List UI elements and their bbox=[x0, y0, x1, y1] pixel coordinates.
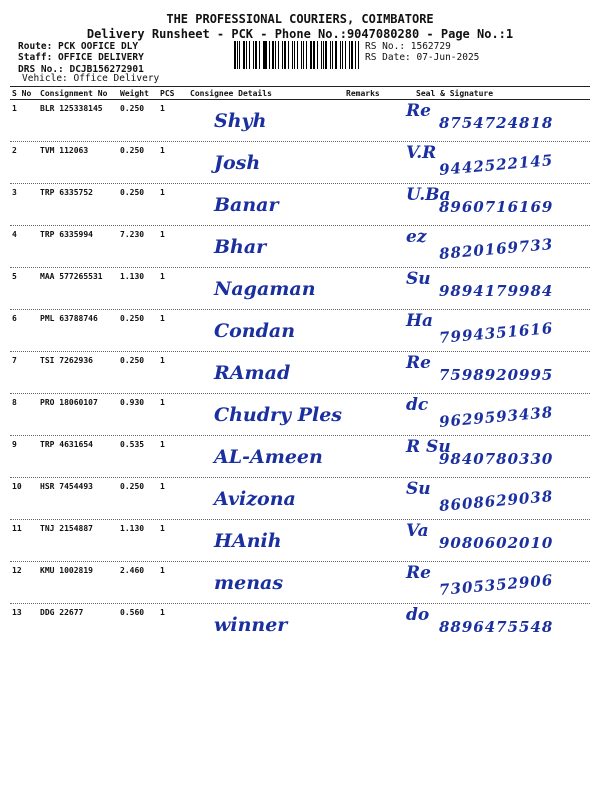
row-weight: 1.130 bbox=[120, 272, 145, 281]
row-seal bbox=[401, 268, 590, 309]
seal-signature: dc bbox=[406, 395, 429, 415]
seal-signature: R Su bbox=[406, 437, 451, 457]
row-seal bbox=[401, 352, 590, 393]
row-pcs: 1 bbox=[160, 356, 165, 365]
row-seal bbox=[401, 226, 590, 267]
seal-phone-number: 8896475548 bbox=[439, 618, 554, 636]
table-row bbox=[10, 183, 590, 225]
row-pcs: 1 bbox=[160, 398, 165, 407]
row-consignee bbox=[190, 478, 346, 519]
seal-signature: Ha bbox=[406, 311, 434, 331]
row-weight: 2.460 bbox=[120, 566, 145, 575]
col-seal: Seal & Signature bbox=[416, 89, 494, 98]
row-consignment: DDG 22677 bbox=[40, 608, 84, 617]
row-seal bbox=[401, 604, 590, 645]
staff-label: Staff: OFFICE DELIVERY bbox=[18, 52, 144, 63]
barcode-bar bbox=[358, 41, 359, 69]
row-consignee bbox=[190, 226, 346, 267]
row-consignment: MAA 577265531 bbox=[40, 272, 103, 281]
table-header bbox=[10, 88, 590, 99]
row-sno: 3 bbox=[12, 188, 17, 197]
row-sno: 11 bbox=[12, 524, 22, 533]
row-pcs: 1 bbox=[160, 272, 165, 281]
barcode-bar bbox=[342, 41, 343, 69]
runsheet-subtitle: Delivery Runsheet - PCK - Phone No.:9047080280 - Page No.:1 bbox=[86, 27, 514, 41]
barcode-bar bbox=[292, 41, 293, 69]
barcode-bar bbox=[255, 41, 257, 69]
row-consignment: TVM 112063 bbox=[40, 146, 89, 155]
row-remarks bbox=[346, 268, 401, 309]
table-row bbox=[10, 435, 590, 477]
barcode-bar bbox=[282, 41, 284, 69]
row-seal bbox=[401, 436, 590, 477]
seal-phone-number: 7994351616 bbox=[438, 319, 554, 347]
seal-signature: Re bbox=[406, 101, 431, 121]
row-remarks bbox=[346, 478, 401, 519]
row-weight: 7.230 bbox=[120, 230, 145, 239]
barcode-bar bbox=[284, 41, 286, 69]
table-row bbox=[10, 477, 590, 519]
row-consignment: TRP 6335752 bbox=[40, 188, 93, 197]
table-row bbox=[10, 225, 590, 267]
barcode-bar bbox=[237, 41, 238, 69]
row-sno: 2 bbox=[12, 146, 17, 155]
consignee-signature: HAnih bbox=[214, 530, 282, 552]
table-row bbox=[10, 393, 590, 435]
barcode-bar bbox=[330, 41, 332, 69]
seal-phone-number: 8754724818 bbox=[439, 114, 554, 132]
row-seal bbox=[401, 310, 590, 351]
company-title: THE PROFESSIONAL COURIERS, COIMBATORE bbox=[166, 12, 434, 26]
barcode-bar bbox=[313, 41, 315, 69]
barcode-bar bbox=[249, 41, 250, 69]
row-seal bbox=[401, 478, 590, 519]
row-remarks bbox=[346, 394, 401, 435]
barcode-bar bbox=[243, 41, 245, 69]
row-sno: 12 bbox=[12, 566, 22, 575]
consignee-signature: AL-Ameen bbox=[214, 446, 323, 468]
row-weight: 0.535 bbox=[120, 440, 145, 449]
row-seal bbox=[401, 520, 590, 561]
barcode-bar bbox=[332, 41, 333, 69]
row-seal bbox=[401, 100, 590, 141]
header-divider-top bbox=[10, 86, 590, 87]
barcode-bar bbox=[269, 41, 270, 69]
row-remarks bbox=[346, 142, 401, 183]
vehicle-label: Vehicle: Office Delivery bbox=[22, 73, 160, 84]
row-weight: 0.250 bbox=[120, 356, 145, 365]
col-pcs: PCS bbox=[160, 89, 175, 98]
barcode-bar bbox=[317, 41, 318, 69]
col-consignment: Consignment No bbox=[40, 89, 108, 98]
barcode-bar bbox=[246, 41, 247, 69]
row-consignee bbox=[190, 394, 346, 435]
table-row bbox=[10, 141, 590, 183]
barcode-bar bbox=[239, 41, 240, 69]
barcode-bar bbox=[278, 41, 279, 69]
row-consignee bbox=[190, 100, 346, 141]
row-consignee bbox=[190, 142, 346, 183]
barcode-bar bbox=[335, 41, 337, 69]
row-pcs: 1 bbox=[160, 608, 165, 617]
row-sno: 4 bbox=[12, 230, 17, 239]
table-row bbox=[10, 561, 590, 603]
row-consignee bbox=[190, 604, 346, 645]
row-weight: 0.250 bbox=[120, 188, 145, 197]
barcode-bar bbox=[321, 41, 322, 69]
row-pcs: 1 bbox=[160, 566, 165, 575]
seal-phone-number: 9894179984 bbox=[439, 282, 554, 300]
row-remarks bbox=[346, 226, 401, 267]
row-sno: 9 bbox=[12, 440, 17, 449]
barcode-bar bbox=[303, 41, 305, 69]
seal-phone-number: 7598920995 bbox=[439, 366, 554, 384]
row-weight: 0.250 bbox=[120, 146, 145, 155]
row-consignment: TRP 6335994 bbox=[40, 230, 93, 239]
barcode-bar bbox=[234, 41, 236, 69]
drs-number: DRS No.: DCJB156272901 bbox=[18, 64, 144, 75]
consignee-signature: Bhar bbox=[214, 236, 267, 258]
consignee-signature: winner bbox=[214, 614, 288, 636]
row-consignment: HSR 7454493 bbox=[40, 482, 93, 491]
row-pcs: 1 bbox=[160, 482, 165, 491]
seal-signature: do bbox=[406, 605, 430, 625]
row-sno: 1 bbox=[12, 104, 17, 113]
row-sno: 13 bbox=[12, 608, 22, 617]
barcode bbox=[234, 41, 360, 69]
row-remarks bbox=[346, 436, 401, 477]
table-row bbox=[10, 267, 590, 309]
row-remarks bbox=[346, 310, 401, 351]
row-remarks bbox=[346, 520, 401, 561]
row-seal bbox=[401, 184, 590, 225]
consignee-signature: Condan bbox=[214, 320, 296, 342]
row-pcs: 1 bbox=[160, 524, 165, 533]
table-row bbox=[10, 100, 590, 141]
seal-signature: Su bbox=[406, 269, 431, 289]
row-consignee bbox=[190, 352, 346, 393]
row-pcs: 1 bbox=[160, 104, 165, 113]
row-seal bbox=[401, 394, 590, 435]
table-row bbox=[10, 519, 590, 561]
barcode-bar bbox=[351, 41, 353, 69]
row-weight: 0.250 bbox=[120, 314, 145, 323]
consignee-signature: Josh bbox=[214, 152, 261, 174]
row-pcs: 1 bbox=[160, 230, 165, 239]
route-label: Route: PCK OOFICE DLY bbox=[18, 41, 139, 52]
seal-phone-number: 8820169733 bbox=[438, 235, 554, 263]
barcode-bar bbox=[259, 41, 260, 69]
barcode-bar bbox=[325, 41, 327, 69]
barcode-bar bbox=[264, 41, 266, 69]
row-weight: 0.250 bbox=[120, 104, 145, 113]
barcode-bar bbox=[297, 41, 298, 69]
barcode-bar bbox=[294, 41, 296, 69]
row-consignment: PML 63788746 bbox=[40, 314, 98, 323]
seal-signature: Re bbox=[406, 563, 431, 583]
runsheet-table bbox=[10, 88, 590, 645]
consignee-signature: Nagaman bbox=[214, 278, 316, 300]
row-consignment: PRO 18060107 bbox=[40, 398, 98, 407]
row-consignment: TSI 7262936 bbox=[40, 356, 93, 365]
barcode-bar bbox=[288, 41, 289, 69]
seal-signature: V.R bbox=[406, 143, 437, 163]
seal-signature: Su bbox=[406, 479, 431, 499]
row-weight: 0.250 bbox=[120, 482, 145, 491]
row-consignee bbox=[190, 310, 346, 351]
col-remarks: Remarks bbox=[346, 89, 380, 98]
table-row bbox=[10, 603, 590, 645]
barcode-bar bbox=[310, 41, 312, 69]
row-pcs: 1 bbox=[160, 314, 165, 323]
row-weight: 1.130 bbox=[120, 524, 145, 533]
barcode-bar bbox=[323, 41, 324, 69]
rs-date: RS Date: 07-Jun-2025 bbox=[365, 52, 480, 63]
seal-signature: Re bbox=[406, 353, 431, 373]
row-consignment: KMU 1002819 bbox=[40, 566, 93, 575]
barcode-bar bbox=[272, 41, 274, 69]
row-consignee bbox=[190, 520, 346, 561]
barcode-bar bbox=[306, 41, 307, 69]
consignee-signature: RAmad bbox=[214, 362, 291, 384]
row-remarks bbox=[346, 100, 401, 141]
row-sno: 8 bbox=[12, 398, 17, 407]
col-weight: Weight bbox=[120, 89, 149, 98]
barcode-bar bbox=[301, 41, 302, 69]
seal-signature: Va bbox=[406, 521, 429, 541]
row-remarks bbox=[346, 184, 401, 225]
seal-phone-number: 7305352906 bbox=[438, 571, 554, 599]
table-row bbox=[10, 309, 590, 351]
row-weight: 0.560 bbox=[120, 608, 145, 617]
row-pcs: 1 bbox=[160, 188, 165, 197]
row-consignment: BLR 125338145 bbox=[40, 104, 103, 113]
row-sno: 10 bbox=[12, 482, 22, 491]
row-weight: 0.930 bbox=[120, 398, 145, 407]
barcode-bar bbox=[263, 41, 264, 69]
barcode-bar bbox=[275, 41, 276, 69]
row-sno: 5 bbox=[12, 272, 17, 281]
row-consignment: TRP 4631654 bbox=[40, 440, 93, 449]
seal-phone-number: 8608629038 bbox=[438, 487, 554, 515]
table-row bbox=[10, 351, 590, 393]
consignee-signature: menas bbox=[214, 572, 284, 594]
consignee-signature: Banar bbox=[214, 194, 279, 216]
row-remarks bbox=[346, 352, 401, 393]
seal-signature: ez bbox=[406, 227, 427, 247]
table-body bbox=[10, 100, 590, 645]
row-sno: 7 bbox=[12, 356, 17, 365]
row-pcs: 1 bbox=[160, 440, 165, 449]
row-seal bbox=[401, 562, 590, 603]
row-consignee bbox=[190, 562, 346, 603]
row-consignee bbox=[190, 268, 346, 309]
barcode-bar bbox=[345, 41, 347, 69]
barcode-bar bbox=[355, 41, 356, 69]
barcode-bar bbox=[340, 41, 341, 69]
row-remarks bbox=[346, 562, 401, 603]
consignee-signature: Avizona bbox=[214, 488, 296, 510]
row-consignment: TNJ 2154887 bbox=[40, 524, 93, 533]
seal-phone-number: 9840780330 bbox=[439, 450, 554, 468]
row-consignee bbox=[190, 436, 346, 477]
seal-phone-number: 9629593438 bbox=[438, 403, 554, 431]
col-sno: S No bbox=[12, 89, 32, 98]
seal-phone-number: 9442522145 bbox=[438, 151, 554, 179]
barcode-bar bbox=[349, 41, 350, 69]
row-sno: 6 bbox=[12, 314, 17, 323]
col-consignee: Consignee Details bbox=[190, 89, 272, 98]
row-consignee bbox=[190, 184, 346, 225]
consignee-signature: Shyh bbox=[214, 110, 267, 132]
row-pcs: 1 bbox=[160, 146, 165, 155]
seal-phone-number: 8960716169 bbox=[439, 198, 554, 216]
seal-phone-number: 9080602010 bbox=[439, 534, 554, 552]
rs-number: RS No.: 1562729 bbox=[365, 41, 451, 52]
seal-signature: U.Ba bbox=[406, 185, 451, 205]
barcode-bar bbox=[253, 41, 255, 69]
row-remarks bbox=[346, 604, 401, 645]
consignee-signature: Chudry Ples bbox=[214, 404, 342, 426]
row-seal bbox=[401, 142, 590, 183]
